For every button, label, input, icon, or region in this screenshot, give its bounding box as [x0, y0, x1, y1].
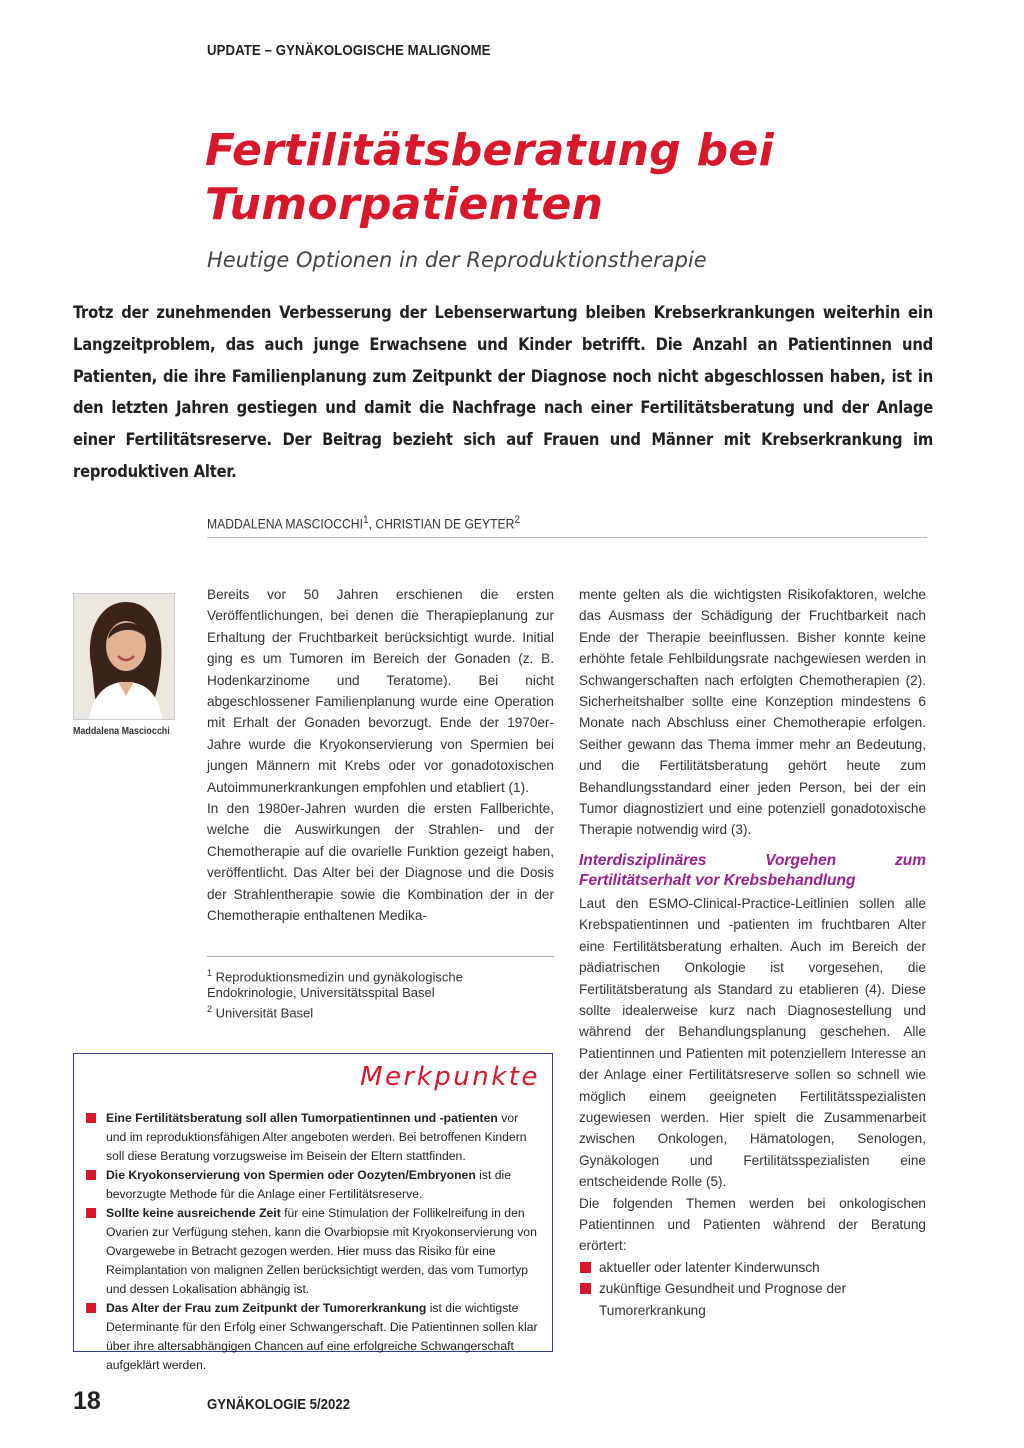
page-number: 18	[73, 1387, 101, 1415]
key-point-text: für eine Stimulation der Follikelreifung in den Ovarien zur Verfügung stehen, kann die Ovarbiopsie mit Kryokonservierung von Ovargewebe in Betracht gezogen werden. Hier muss das Risiko für eine Reimplantation von malignen Zellen berücksichtigt werden, das vom Tumortyp und dessen Lokalisation abhängig ist.	[106, 1206, 537, 1296]
article-title	[205, 124, 965, 232]
author-portrait-image	[74, 594, 174, 719]
topic-list	[579, 1257, 926, 1321]
article-subtitle: Heutige Optionen in der Reproduktionstherapie	[207, 248, 707, 272]
title-line-2: Tumorpatienten	[205, 179, 604, 230]
key-point-text: vor und im reproduktionsfähigen Alter angeboten werden. Bei betroffenen Kindern soll diese Beratung vorzugsweise im Beisein der Eltern stattfinden.	[106, 1111, 527, 1163]
key-point	[86, 1109, 541, 1166]
key-point-text: ist die bevorzugte Methode für die Anlage einer Fertilitätsreserve.	[106, 1168, 512, 1201]
journal-issue: GYNÄKOLOGIE 5/2022	[207, 1396, 351, 1413]
author-2-affiliation: 2	[514, 514, 521, 526]
key-points-title: Merkpunkte	[360, 1062, 540, 1092]
footnote-1	[207, 965, 554, 1001]
footnote-divider	[207, 956, 554, 957]
author-2: CHRISTIAN DE GEYTER	[375, 516, 515, 532]
key-point-emphasis: Eine Fertilitätsberatung soll allen Tumorpatientinnen und -patienten	[106, 1111, 498, 1125]
footnote-2-number: 2	[207, 1004, 213, 1015]
key-point-emphasis: Sollte keine ausreichende Zeit	[106, 1206, 281, 1220]
body-paragraph: Die folgenden Themen werden bei onkologischen Patientinnen und Patienten während der Beratung erörtert:	[579, 1195, 926, 1254]
key-point	[86, 1204, 541, 1299]
body-column-2	[579, 584, 926, 1321]
footnote-1-number: 1	[207, 968, 213, 978]
photo-caption: Maddalena Masciocchi	[73, 725, 170, 737]
key-point	[86, 1299, 541, 1375]
section-label: UPDATE – GYNÄKOLOGISCHE MALIGNOME	[207, 42, 491, 59]
body-paragraph: In den 1980er-Jahren wurden die ersten Fallberichte, welche die Auswirkungen der Strahlen- und der Chemotherapie auf die ovarielle Funktion gezeigt haben, veröffentlicht. Das Alter bei der Diagnose und die Dosis der Strahlentherapie sowie die Kombination der in der Chemotherapie enthaltenen Medika-	[207, 801, 554, 924]
author-divider	[207, 537, 927, 538]
author-1: MADDALENA MASCIOCCHI	[207, 516, 363, 532]
footnote-2-text: Universität Basel	[215, 1005, 314, 1021]
body-column-1	[207, 584, 554, 927]
author-line	[207, 514, 520, 532]
author-separator: ,	[368, 516, 376, 532]
key-points-list	[86, 1109, 541, 1375]
key-point	[86, 1166, 541, 1204]
section-heading: Interdisziplinäres Vorgehen zum Fertilitätserhalt vor Krebsbehandlung	[579, 851, 926, 889]
footnotes	[207, 965, 554, 1022]
key-points-box	[73, 1053, 553, 1372]
key-point-text: ist die wichtigste Determinante für den Erfolg einer Schwangerschaft. Die Patientinnen sollen klar über ihre altersabhängigen Chancen auf eine erfolgreiche Schwangerschaft aufgeklärt werden.	[106, 1301, 538, 1372]
key-point-emphasis: Die Kryokonservierung von Spermien oder Oozyten/Embryonen	[106, 1168, 476, 1182]
body-paragraph: Bereits vor 50 Jahren erschienen die ersten Veröffentlichungen, bei denen die Therapieplanung zur Erhaltung der Fruchtbarkeit berücksichtigt wurde. Initial ging es um Tumoren im Bereich der Gonaden (z. B. Hodenkarzinome und Teratome). Bei nicht abgeschlossener Familienplanung wurde eine Operation mit Erhalt der Gonaden bevorzugt. Ende der 1970er-Jahre wurde die Kryokonservierung von Spermien bei jungen Männern mit Krebs oder vor gonadotoxischen Autoimmunerkrankungen empfohlen und etabliert (1).	[207, 587, 554, 795]
list-item: zukünftige Gesundheit und Prognose der Tumorerkrankung	[579, 1278, 926, 1321]
footnote-2	[207, 1001, 554, 1021]
key-point-emphasis: Das Alter der Frau zum Zeitpunkt der Tumorerkrankung	[106, 1301, 427, 1315]
body-paragraph: mente gelten als die wichtigsten Risikofaktoren, welche das Ausmass der Schädigung der Fruchtbarkeit nach Ende der Therapie beeinflussen. Bisher konnte keine erhöhte fetale Fehlbildungsrate nachgewiesen werden in Schwangerschaften nach erfolgten Chemotherapien (2). Sicherheitshalber sollte eine Konzeption mindestens 6 Monate nach Abschluss einer Chemotherapie erfolgen. Seither gewann das Thema immer mehr an Bedeutung, und die Fertilitätsberatung gehört heute zum Behandlungsstandard einer jeden Person, bei der ein Tumor diagnostiziert und eine potenziell gonadotoxische Therapie notwendig wird (3).	[579, 587, 926, 838]
body-paragraph: Laut den ESMO-Clinical-Practice-Leitlinien sollen alle Krebspatientinnen und -patienten im fruchtbaren Alter eine Fertilitätsberatung erhalten. Auch im Bereich der pädiatrischen Onkologie ist vorgesehen, die Fertilitätsberatung als Standard zu etablieren (4). Diese sollte idealerweise kurz nach Diagnosestellung und während der Behandlungsplanung geschehen. Alle Patientinnen und Patienten mit potenziellem Interesse an der Anlage einer Fertilitätsreserve sollen so schnell wie möglich einem geeigneten Fertilitätsspezialisten zugewiesen werden. Hier spielt die Zusammenarbeit zwischen Onkologen, Hämatologen, Senologen, Gynäkologen und Fertilitätsspezialisten eine entscheidende Rolle (5).	[579, 895, 926, 1190]
author-1-affiliation: 1	[362, 514, 369, 526]
title-line-1: Fertilitätsberatung bei	[205, 125, 774, 176]
author-photo	[73, 593, 175, 720]
footnote-1-text: Reproduktionsmedizin und gynäkologische Endokrinologie, Universitätsspital Basel	[207, 969, 463, 1001]
lead-paragraph: Trotz der zunehmenden Verbesserung der Lebenserwartung bleiben Krebserkrankungen weiterhin ein Langzeitproblem, das auch junge Erwachsene und Kinder betrifft. Die Anzahl an Patientinnen und Patienten, die ihre Familienplanung zum Zeitpunkt der Diagnose noch nicht abgeschlossen haben, ist in den letzten Jahren gestiegen und damit die Nachfrage nach einer Fertilitätsberatung und der Anlage einer Fertilitätsreserve. Der Beitrag bezieht sich auf Frauen und Männer mit Krebserkrankung im reproduktiven Alter.	[73, 303, 933, 481]
list-item: aktueller oder latenter Kinderwunsch	[579, 1257, 926, 1278]
